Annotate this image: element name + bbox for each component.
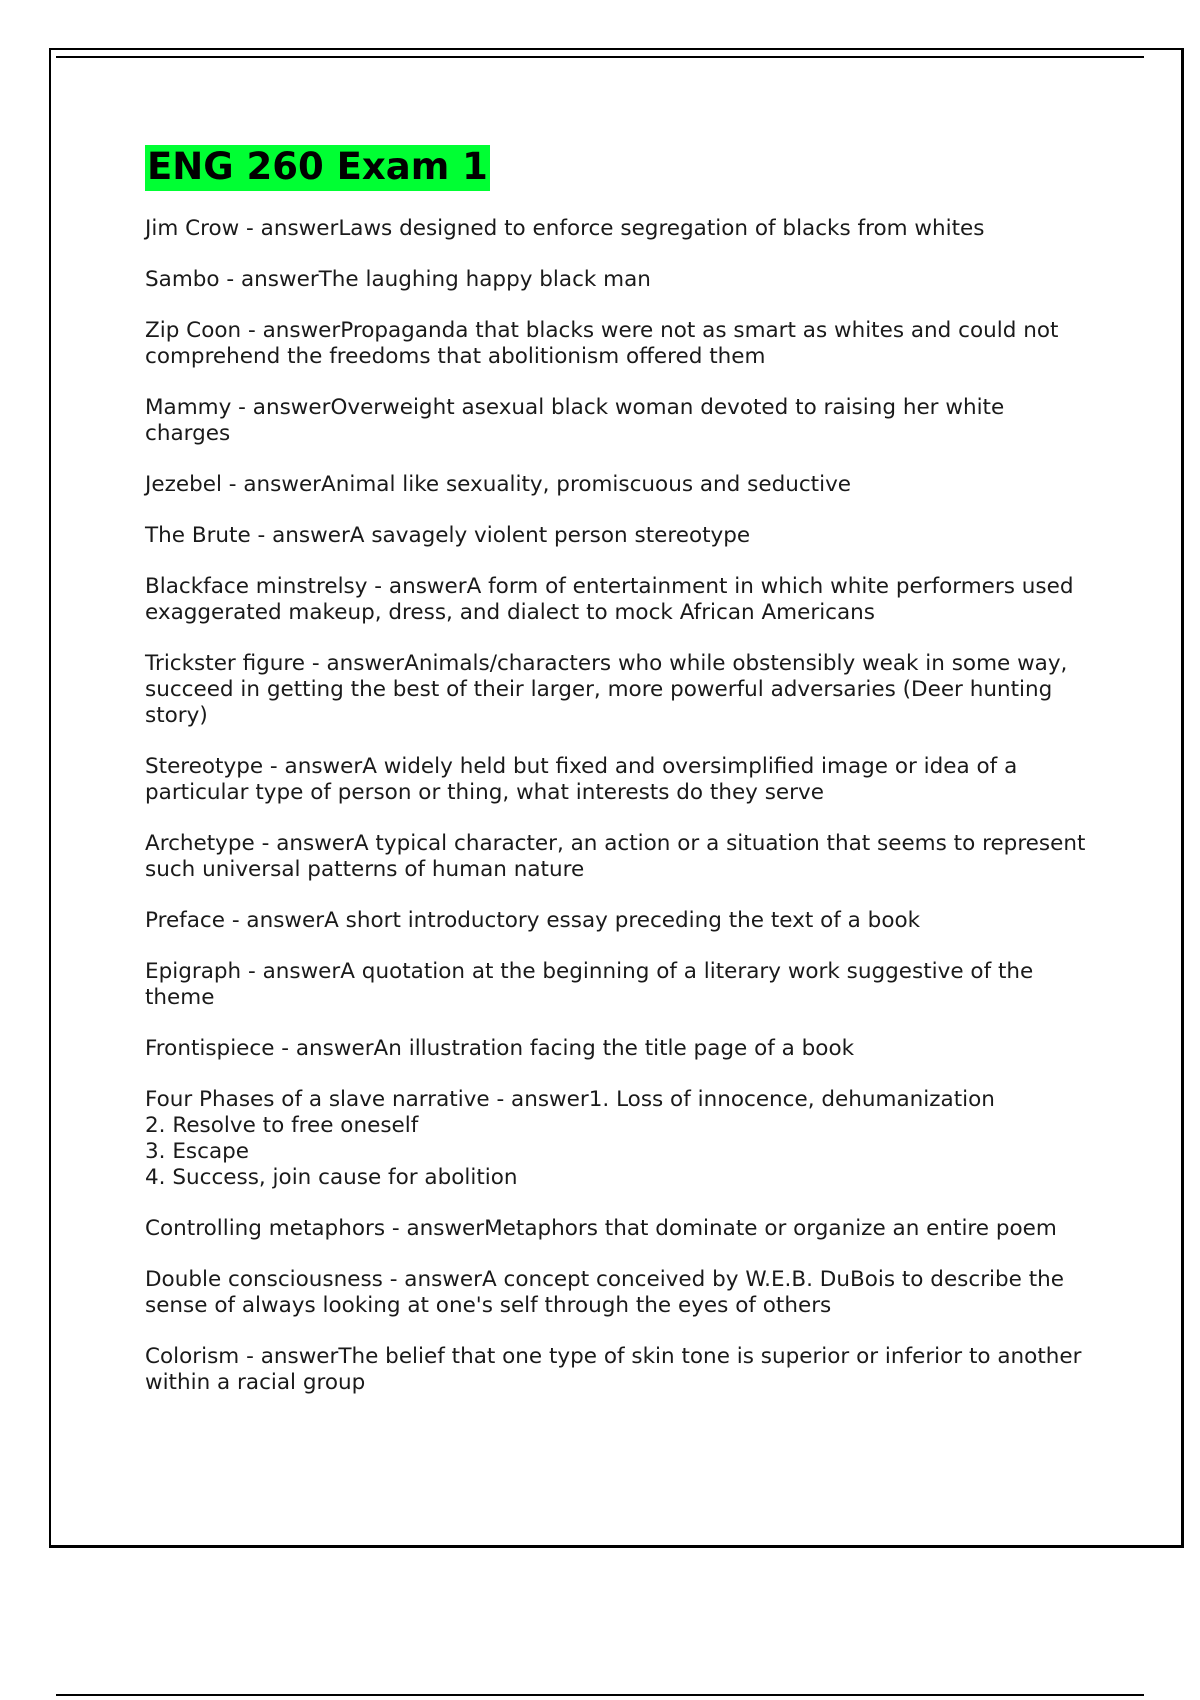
flashcard-entry — [145, 651, 1095, 729]
flashcard-term: Double consciousness — [145, 1267, 383, 1292]
term-answer-separator: - answer — [224, 908, 325, 933]
flashcard-entry — [145, 1216, 1095, 1242]
flashcard-entry — [145, 1267, 1095, 1319]
flashcard-term: Four Phases of a slave narrative — [145, 1087, 490, 1112]
document-title: ENG 260 Exam 1 — [145, 145, 490, 191]
flashcard-entry — [145, 318, 1095, 370]
flashcard-entry — [145, 523, 1095, 549]
document-body — [145, 145, 1095, 1421]
flashcard-entry — [145, 959, 1095, 1011]
term-answer-separator: - answer — [385, 1216, 485, 1241]
flashcard-entry — [145, 908, 1095, 934]
flashcard-term: Stereotype — [145, 754, 264, 779]
flashcard-answer: Animal like sexuality, promiscuous and seductive — [321, 472, 852, 497]
term-answer-separator: - answer — [254, 831, 354, 856]
term-answer-separator: - answer — [239, 1344, 339, 1369]
term-answer-separator: - answer — [239, 216, 339, 241]
flashcard-entry — [145, 574, 1095, 626]
flashcard-term: Mammy — [145, 395, 232, 420]
term-answer-separator: - answer — [263, 754, 363, 779]
flashcard-term: Trickster figure — [145, 651, 306, 676]
flashcard-term: Colorism — [145, 1344, 240, 1369]
flashcard-answer: A quotation at the beginning of a literary work suggestive of the theme — [145, 959, 1034, 1010]
flashcard-term: Zip Coon — [145, 318, 242, 343]
term-answer-separator: - answer — [231, 395, 331, 420]
flashcard-answer: A short introductory essay preceding the text of a book — [324, 908, 921, 933]
flashcard-term: Epigraph — [145, 959, 242, 984]
flashcard-answer: A savagely violent person stereotype — [349, 523, 751, 548]
flashcard-term: Jezebel — [145, 472, 222, 497]
top-rule — [56, 56, 1144, 58]
term-answer-separator: - answer — [250, 523, 350, 548]
flashcard-answer: Laws designed to enforce segregation of blacks from whites — [338, 216, 985, 241]
flashcard-entry — [145, 216, 1095, 242]
flashcard-answer: The laughing happy black man — [318, 267, 651, 292]
flashcard-term: The Brute — [145, 523, 251, 548]
flashcard-answer: Propaganda that blacks were not as smart as whites and could not comprehend the freedoms that abolitionism offered them — [145, 318, 1059, 369]
flashcard-term: Archetype — [145, 831, 255, 856]
flashcard-answer: Animals/characters who while obstensibly weak in some way, succeed in getting the best of their larger, more powerful adversaries (Deer hunting story) — [145, 651, 1068, 728]
flashcard-answer: Overweight asexual black woman devoted to raising her white charges — [145, 395, 1005, 446]
flashcard-term: Blackface minstrelsy — [145, 574, 368, 599]
flashcard-term: Frontispiece — [145, 1036, 275, 1061]
flashcard-entry — [145, 1036, 1095, 1062]
flashcard-entry — [145, 472, 1095, 498]
term-answer-separator: - answer — [241, 318, 341, 343]
term-answer-separator: - answer — [367, 574, 467, 599]
flashcard-answer: 1. Loss of innocence, dehumanization 2. Resolve to free oneself 3. Escape 4. Success, join cause for abolition — [145, 1087, 995, 1190]
bottom-rule — [56, 1694, 1144, 1696]
flashcard-entry — [145, 1344, 1095, 1396]
flashcard-term: Jim Crow — [145, 216, 240, 241]
flashcard-term: Controlling metaphors — [145, 1216, 386, 1241]
term-answer-separator: - answer — [241, 959, 341, 984]
term-answer-separator: - answer — [382, 1267, 482, 1292]
flashcard-term: Preface — [145, 908, 225, 933]
term-answer-separator: - answer — [274, 1036, 374, 1061]
flashcard-entry — [145, 1087, 1095, 1191]
flashcard-answer: An illustration facing the title page of a book — [373, 1036, 855, 1061]
term-answer-separator: - answer — [221, 472, 322, 497]
flashcard-answer: A widely held but fixed and oversimplified image or idea of a particular type of person or thing, what interests do they serve — [145, 754, 1018, 805]
flashcard-answer: A concept conceived by W.E.B. DuBois to describe the sense of always looking at one's self through the eyes of others — [145, 1267, 1064, 1318]
flashcard-list — [145, 216, 1095, 1396]
flashcard-answer: A typical character, an action or a situation that seems to represent such universal patterns of human nature — [145, 831, 1086, 882]
flashcard-answer: The belief that one type of skin tone is superior or inferior to another within a racial group — [145, 1344, 1082, 1395]
term-answer-separator: - answer — [305, 651, 405, 676]
term-answer-separator: - answer — [489, 1087, 589, 1112]
flashcard-answer: Metaphors that dominate or organize an entire poem — [484, 1216, 1057, 1241]
term-answer-separator: - answer — [219, 267, 319, 292]
flashcard-term: Sambo — [145, 267, 220, 292]
flashcard-entry — [145, 395, 1095, 447]
flashcard-entry — [145, 754, 1095, 806]
flashcard-entry — [145, 831, 1095, 883]
flashcard-answer: A form of entertainment in which white performers used exaggerated makeup, dress, and dialect to mock African Americans — [145, 574, 1074, 625]
flashcard-entry — [145, 267, 1095, 293]
